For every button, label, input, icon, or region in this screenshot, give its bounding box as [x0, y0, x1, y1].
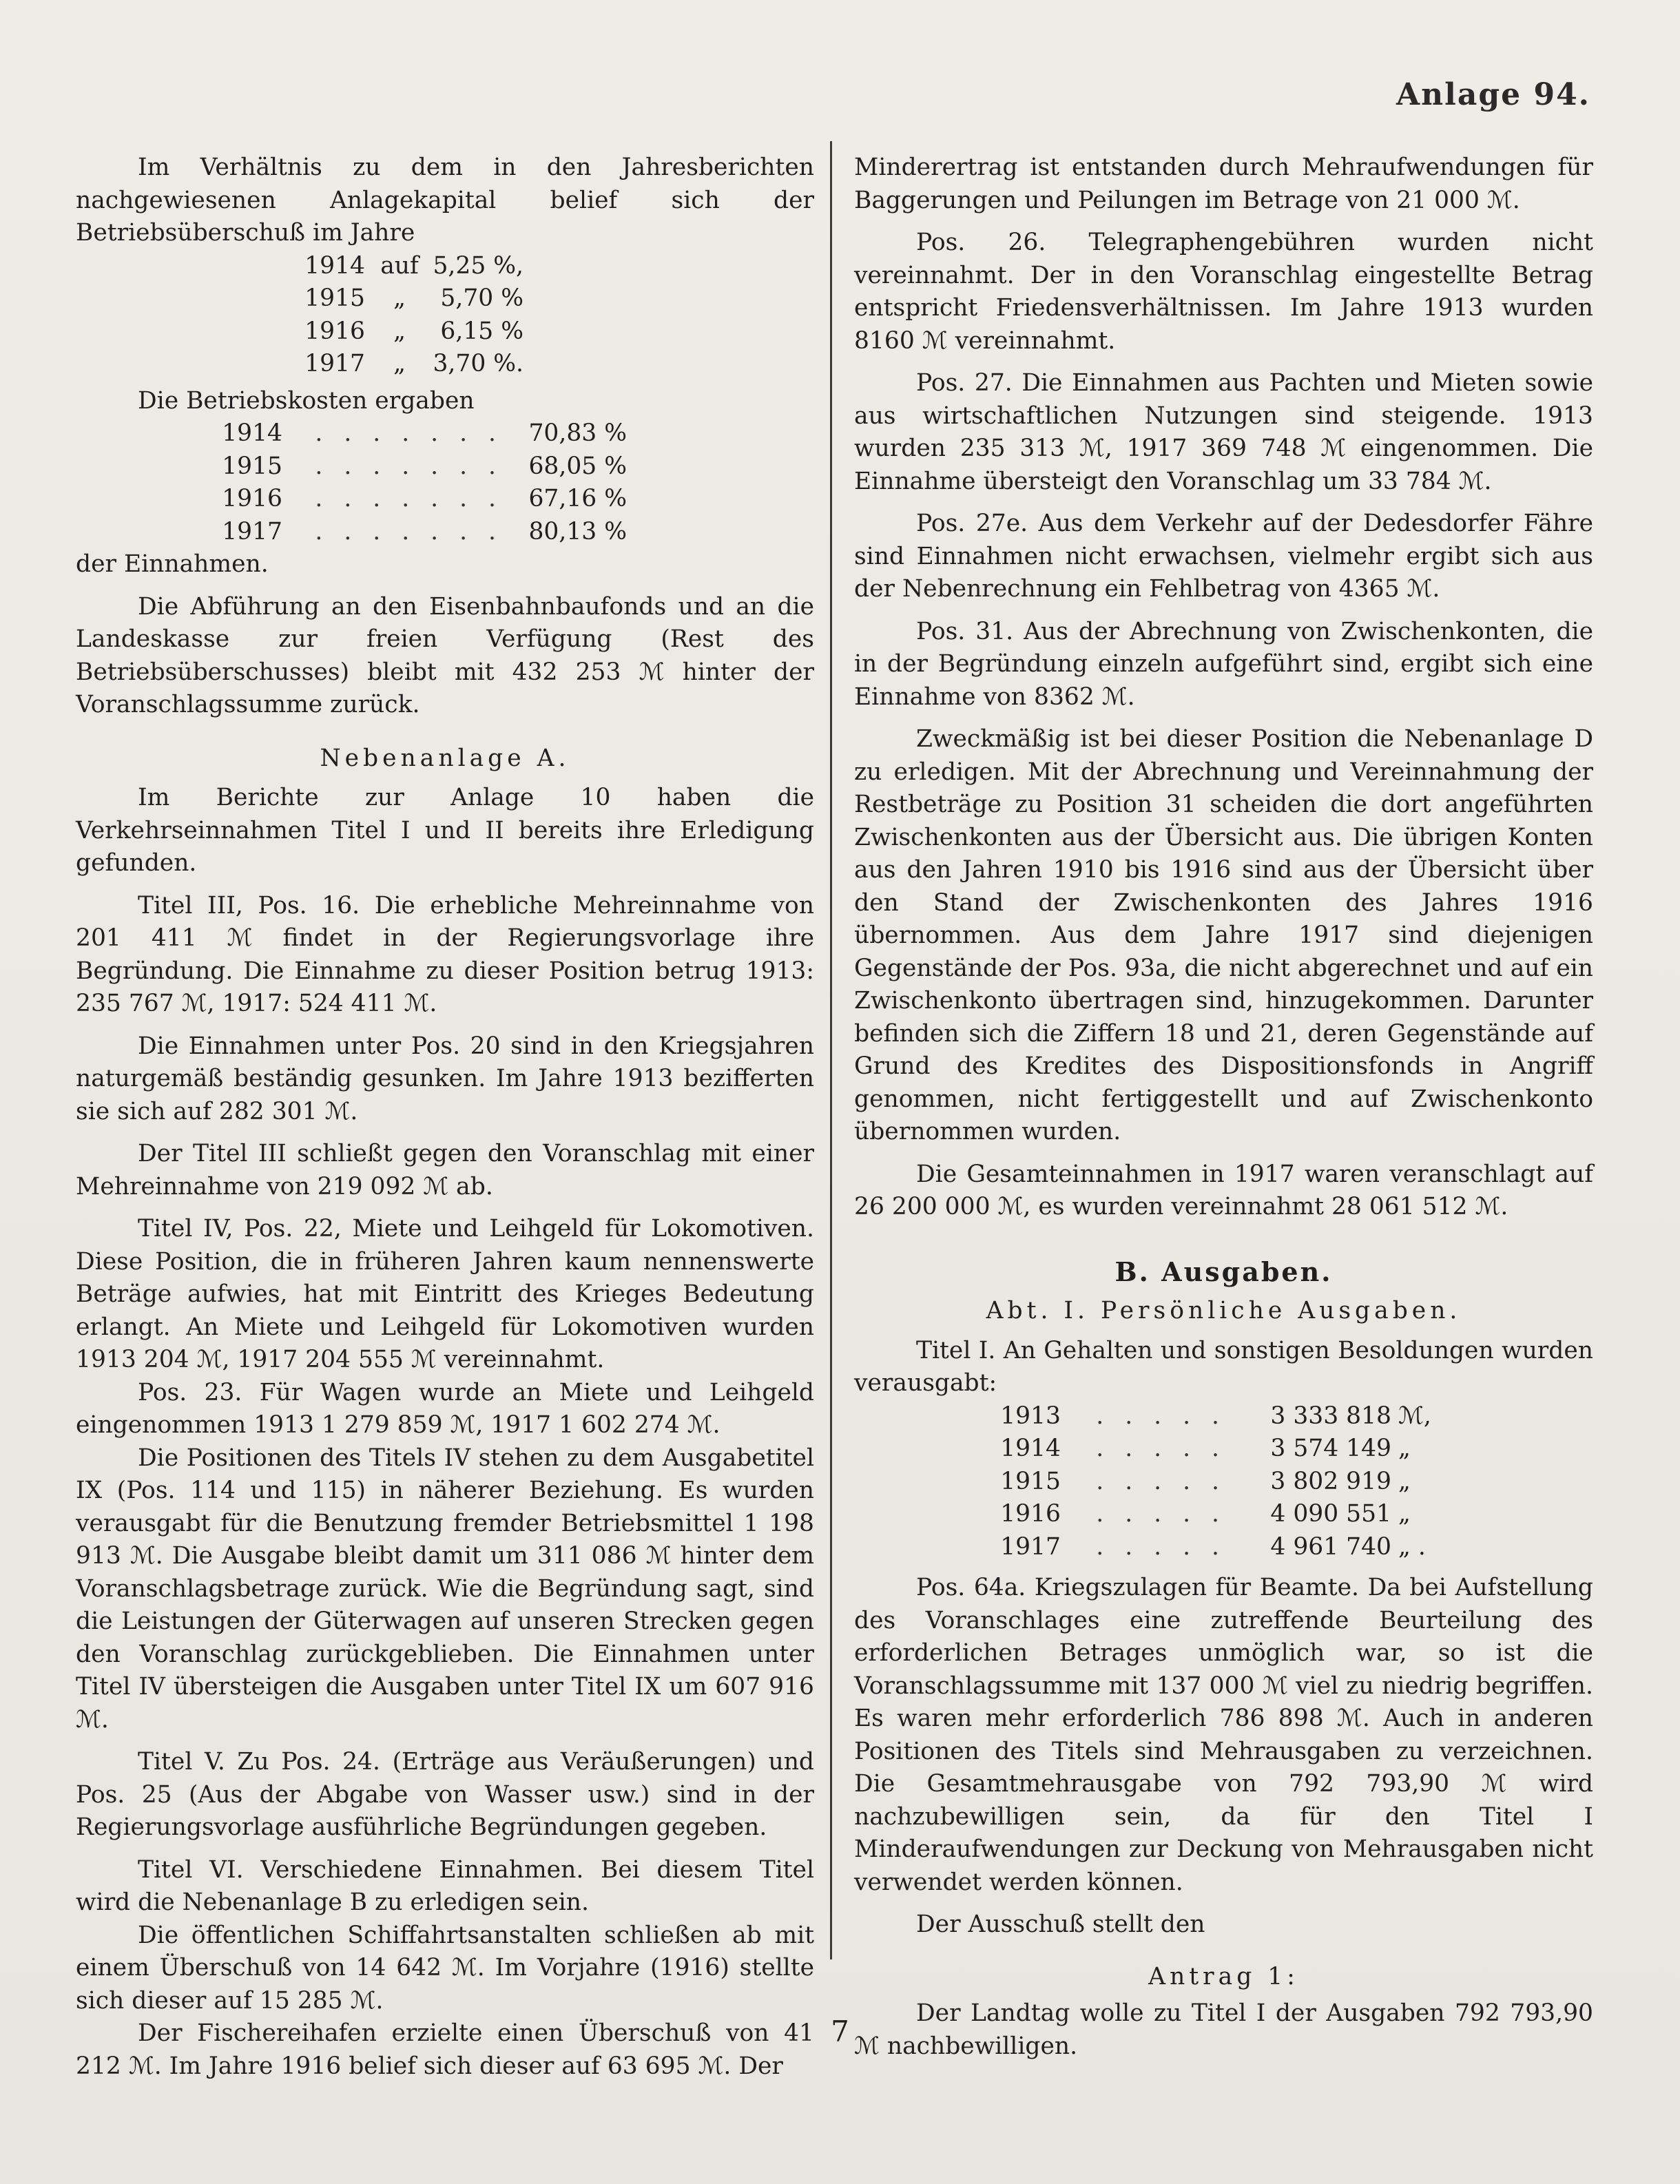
paragraph: Die Einnahmen unter Pos. 20 sind in den Kriegsjahren naturgemäß beständig gesunken. Im Jahre 1913 bezifferten sie sich auf 282 301 ℳ. — [76, 1032, 814, 1125]
leader-dots: . . . . . — [1096, 1500, 1226, 1528]
value-cell: 6,15 % — [440, 317, 523, 345]
leader-dots: . . . . . — [1096, 1402, 1226, 1430]
salary-table — [992, 1400, 1440, 1564]
paragraph: Titel VI. Verschiedene Einnahmen. Bei diesem Titel wird die Nebenanlage B zu erledigen sein. — [76, 1855, 814, 1916]
year-cell: 1917 — [1000, 1532, 1061, 1561]
operating-cost-table — [214, 417, 627, 548]
column-divider — [830, 141, 832, 1959]
value-cell: 3 333 818 — [1270, 1402, 1391, 1430]
year-cell: 1916 — [304, 317, 365, 345]
table-row — [214, 516, 627, 549]
paragraph: Pos. 27e. Aus dem Verkehr auf der Dedesdorfer Fähre sind Einnahmen nicht erwachsen, vielmehr ergibt sich aus der Nebenrechnung ein Fehlbetrag von 4365 ℳ. — [854, 510, 1593, 603]
value-cell: 70,83 % — [528, 419, 627, 447]
paragraph: Titel V. Zu Pos. 24. (Erträge aus Veräußerungen) und Pos. 25 (Aus der Abgabe von Wasser usw.) sind in der Regierungsvorlage ausführliche Begründungen gegeben. — [76, 1748, 814, 1841]
leader-dots: . . . . . . . — [315, 452, 503, 480]
table-row — [992, 1531, 1440, 1564]
paragraph: Titel I. An Gehalten und sonstigen Besoldungen wurden verausgabt: — [854, 1336, 1593, 1397]
year-cell: 1915 — [222, 452, 282, 480]
paragraph: Die Positionen des Titels IV stehen zu dem Ausgabetitel IX (Pos. 114 und 115) in näherer Beziehung. Es wurden verausgabt für die Benutzung fremder Betriebsmittel 1 198 913 ℳ. Die Ausgabe bleibt damit um 311 086 ℳ hinter dem Voranschlagsbetrage zurück. Wie die Begründung sagt, sind die Leistungen der Güterwagen auf unseren Strecken gegen den Voranschlag zurückgeblieben. Die Einnahmen unter Titel IV übersteigen die Ausgaben unter Titel IX um 607 916 ℳ. — [76, 1444, 814, 1734]
table-row — [255, 315, 523, 349]
paragraph: Der Ausschuß stellt den — [916, 1911, 1205, 1938]
paragraph: Pos. 64a. Kriegszulagen für Beamte. Da bei Aufstellung des Voranschlages eine zutreffende Beurteilung des erforderlichen Betrages unmöglich war, so ist die Voranschlagssumme mit 137 000 ℳ viel zu niedrig begriffen. Es waren mehr erforderlich 786 898 ℳ. Auch in anderen Positionen des Titels sind Mehrausgaben zu verzeichnen. Die Gesamtmehrausgabe von 792 793,90 ℳ wird nachzubewilligen sein, da für den Titel I Minderaufwendungen zur Deckung von Mehrausgaben nicht verwendet werden können. — [854, 1574, 1593, 1896]
value-cell: 67,16 % — [528, 485, 627, 512]
paragraph: Die Betriebskosten ergaben — [138, 386, 475, 415]
value-cell: 80,13 % — [528, 517, 627, 545]
leader-dots: . . . . . . . — [315, 485, 503, 512]
table-row — [992, 1498, 1440, 1531]
paragraph: Pos. 27. Die Einnahmen aus Pachten und Mieten sowie aus wirtschaftlichen Nutzungen sind steigende. 1913 wurden 235 313 ℳ, 1917 369 748 ℳ eingenommen. Die Einnahme übersteigt den Voranschlag um 33 784 ℳ. — [854, 369, 1593, 495]
table-row — [214, 483, 627, 516]
motion-heading: Antrag 1: — [1148, 1962, 1299, 1990]
year-cell: 1916 — [1000, 1500, 1061, 1528]
value-cell: 5,25 %, — [433, 251, 523, 280]
paragraph: Titel IV, Pos. 22, Miete und Leihgeld für Lokomotiven. Diese Position, die in früheren Jahren kaum nennenswerte Beträge aufwies, hat mit Eintritt des Krieges Bedeutung erlangt. An Miete und Leihgeld für Lokomotiven wurden 1913 204 ℳ, 1917 204 555 ℳ vereinnahmt. — [76, 1215, 814, 1373]
left-column — [76, 152, 814, 2083]
table-row — [255, 282, 523, 315]
paragraph: Die öffentlichen Schiffahrtsanstalten schließen ab mit einem Überschuß von 14 642 ℳ. Im Vorjahre (1916) stellte sich dieser auf 15 285 ℳ. — [76, 1921, 814, 2015]
leader-dots: . . . . . — [1096, 1467, 1226, 1495]
subsection-heading: Abt. I. Persönliche Ausgaben. — [986, 1297, 1462, 1324]
annex-label: Anlage 94. — [1396, 77, 1590, 112]
paragraph: Die Abführung an den Eisenbahnbaufonds und an die Landeskasse zur freien Verfügung (Rest des Betriebsüberschusses) bleibt mit 432 253 ℳ hinter der Voranschlagssumme zurück. — [76, 592, 814, 718]
separator-cell: „ — [393, 350, 406, 377]
leader-dots: . . . . . — [1096, 1435, 1226, 1462]
year-cell: 1914 — [304, 251, 365, 280]
year-cell: 1915 — [304, 284, 365, 312]
separator-cell: „ — [393, 317, 406, 345]
page-number: 7 — [831, 2015, 849, 2048]
separator-cell: „ — [393, 284, 406, 312]
table-row — [992, 1433, 1440, 1466]
paragraph: Im Berichte zur Anlage 10 haben die Verkehrseinnahmen Titel I und II bereits ihre Erledigung gefunden. — [76, 784, 814, 877]
paragraph: Die Gesamteinnahmen in 1917 waren veranschlagt auf 26 200 000 ℳ, es wurden vereinnahmt 28 061 512 ℳ. — [854, 1160, 1593, 1220]
paragraph: Titel III, Pos. 16. Die erhebliche Mehreinnahme von 201 411 ℳ findet in der Regierungsvorlage ihre Begründung. Die Einnahme zu dieser Position betrug 1913: 235 767 ℳ, 1917: 524 411 ℳ. — [76, 891, 814, 1017]
value-cell: 5,70 % — [440, 284, 523, 312]
right-column — [854, 152, 1593, 2072]
year-cell: 1917 — [304, 350, 365, 377]
surplus-rate-table — [255, 250, 523, 381]
leader-dots: . . . . . . . — [315, 419, 503, 447]
section-heading: B. Ausgaben. — [1114, 1256, 1333, 1287]
year-cell: 1915 — [1000, 1467, 1061, 1495]
paragraph: Pos. 26. Telegraphengebühren wurden nicht vereinnahmt. Der in den Voranschlag eingestellte Betrag entspricht Friedensverhältnissen. Im Jahre 1913 wurden 8160 ℳ vereinnahmt. — [854, 229, 1593, 355]
paragraph: Pos. 23. Für Wagen wurde an Miete und Leihgeld eingenommen 1913 1 279 859 ℳ, 1917 1 602 274 ℳ. — [76, 1378, 814, 1439]
paragraph: Pos. 31. Aus der Abrechnung von Zwischenkonten, die in der Begründung einzeln aufgeführt sind, ergibt sich eine Einnahme von 8362 ℳ. — [854, 617, 1593, 711]
value-cell: 68,05 % — [528, 452, 627, 480]
year-cell: 1917 — [222, 517, 282, 545]
paragraph: Der Fischereihafen erzielte einen Überschuß von 41 212 ℳ. Im Jahre 1916 belief sich dieser auf 63 695 ℳ. Der — [76, 2019, 814, 2080]
year-cell: 1914 — [222, 419, 282, 447]
table-row — [214, 417, 627, 450]
separator-cell: auf — [380, 251, 419, 280]
paragraph: der Einnahmen. — [76, 550, 269, 578]
paragraph: Zweckmäßig ist bei dieser Position die Nebenanlage D zu erledigen. Mit der Abrechnung und Vereinnahmung der Restbeträge zu Position 31 scheiden die dort angeführten Zwischenkonten aus der Übersicht aus. Die übrigen Konten aus den Jahren 1910 bis 1916 sind aus der Übersicht über den Stand der Zwischenkonten des Jahres 1916 übernommen. Aus dem Jahre 1917 sind diejenigen Gegenstände der Pos. 93a, die nicht abgerechnet und auf ein Zwischenkonto übertragen sind, hinzugekommen. Darunter befinden sich die Ziffern 18 und 21, deren Gegenstände auf Grund des Kredites des Dispositionsfonds in Angriff genommen, nicht fertiggestellt und auf Zwischenkonto übernommen wurden. — [854, 725, 1593, 1145]
leader-dots: . . . . . — [1096, 1532, 1226, 1561]
value-cell: 3 574 149 — [1270, 1435, 1391, 1462]
paragraph: Der Landtag wolle zu Titel I der Ausgaben 792 793,90 ℳ nachbewilligen. — [854, 1999, 1593, 2060]
table-row — [255, 250, 523, 283]
unit-cell: „ — [1398, 1467, 1411, 1495]
paragraph: Der Titel III schließt gegen den Voranschlag mit einer Mehreinnahme von 219 092 ℳ ab. — [76, 1140, 814, 1200]
table-row — [992, 1466, 1440, 1499]
unit-cell: „ . — [1398, 1532, 1426, 1561]
table-row — [214, 450, 627, 483]
year-cell: 1914 — [1000, 1435, 1061, 1462]
unit-cell: ℳ, — [1398, 1402, 1431, 1430]
value-cell: 3,70 %. — [433, 350, 523, 377]
section-heading: Nebenanlage A. — [320, 744, 570, 772]
unit-cell: „ — [1398, 1500, 1411, 1528]
paragraph: Minderertrag ist entstanden durch Mehraufwendungen für Baggerungen und Peilungen im Betrage von 21 000 ℳ. — [854, 154, 1593, 214]
leader-dots: . . . . . . . — [315, 517, 503, 545]
unit-cell: „ — [1398, 1435, 1411, 1462]
value-cell: 4 961 740 — [1270, 1532, 1391, 1561]
year-cell: 1913 — [1000, 1402, 1061, 1430]
table-row — [992, 1400, 1440, 1433]
value-cell: 4 090 551 — [1270, 1500, 1391, 1528]
table-row — [255, 348, 523, 381]
paragraph: Im Verhältnis zu dem in den Jahresberichten nachgewiesenen Anlagekapital belief sich der Betriebsüberschuß im Jahre — [76, 154, 814, 247]
year-cell: 1916 — [222, 485, 282, 512]
value-cell: 3 802 919 — [1270, 1467, 1391, 1495]
